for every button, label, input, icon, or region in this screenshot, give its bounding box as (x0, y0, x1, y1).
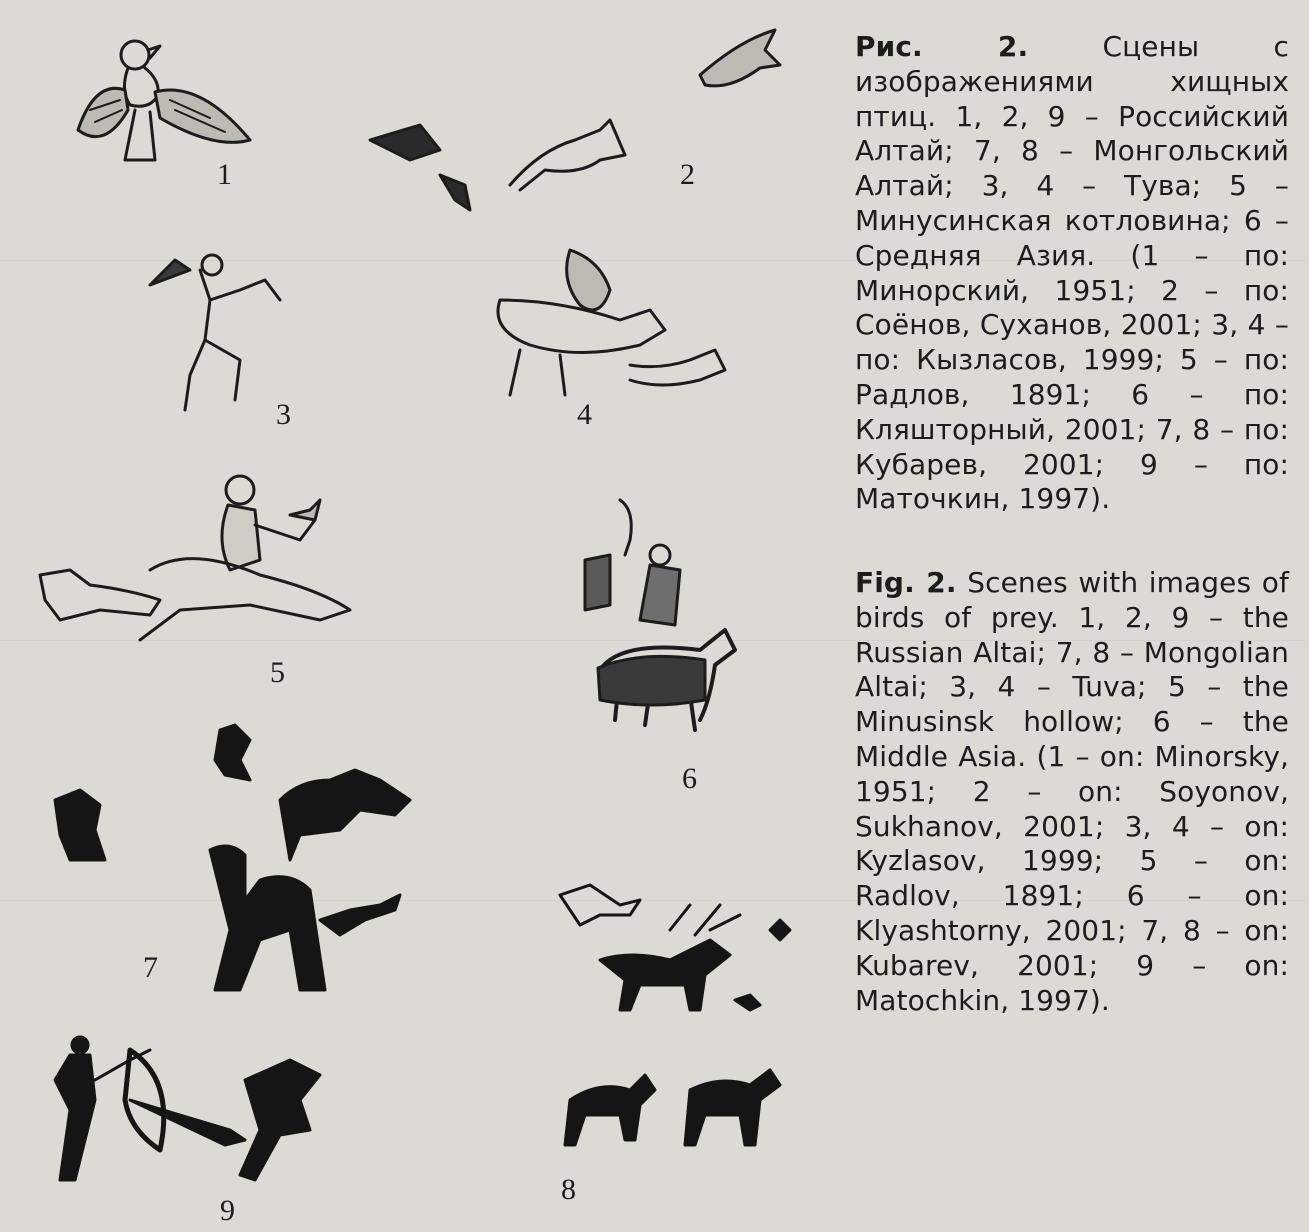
panel-number-5: 5 (270, 656, 285, 689)
panel-9-archer-drawing (55, 1037, 320, 1180)
caption-russian (855, 30, 1289, 517)
panel-3-human-drawing (150, 255, 280, 410)
panel-7-silhouettes-drawing (55, 725, 410, 990)
panel-5-rider-drawing (40, 476, 350, 640)
panel-number-2: 2 (680, 158, 695, 191)
caption-english (855, 566, 1289, 1018)
panel-4-bird-animal-drawing (498, 250, 725, 395)
panel-6-rider-drawing (585, 500, 735, 730)
caption-russian-text: Сцены с изображениями хищных птиц. 1, 2, 9 – Российский Алтай; 7, 8 – Монгольский Алтай; 3, 4 – Тува; 5 – Минусинская котловина; 6 – Средняя Азия. (1 – по: Минорский, 1951; 2 – по: Соёнов, Суханов, 2001; 3, 4 – по: Кызласов, 1999; 5 – по: Радлов, 1891; 6 – по: Кляшторный, 2001; 7, 8 – по: Кубарев, 2001; 9 – по: Маточкин, 1997). (855, 30, 1289, 516)
panel-number-8: 8 (561, 1173, 576, 1206)
caption-english-label: Fig. 2. (855, 566, 957, 599)
panel-1-bird-drawing (78, 41, 250, 160)
caption-russian-label: Рис. 2. (855, 30, 1029, 63)
panel-number-6: 6 (682, 762, 697, 795)
panel-number-4: 4 (577, 398, 592, 431)
panel-number-7: 7 (143, 951, 158, 984)
panel-number-9: 9 (220, 1194, 235, 1227)
caption-english-text: Scenes with images of birds of prey. 1, 2, 9 – the Russian Altai; 7, 8 – Mongolian Altai; 3, 4 – Tuva; 5 – the Minusinsk hollow; 6 – the Middle Asia. (1 – on: Minorsky, 1951; 2 – on: Soyonov, Sukhanov, 2001; 3, 4 – on: Kyzlasov, 1999; 5 – on: Radlov, 1891; 6 – on: Klyashtorny, 2001; 7, 8 – on: Kubarev, 2001; 9 – on: Matochkin, 1997). (855, 566, 1289, 1017)
panel-2-birds-drawing (370, 30, 780, 210)
panel-8-animals-drawing (560, 885, 790, 1145)
panel-number-3: 3 (276, 398, 291, 431)
panel-number-1: 1 (217, 158, 232, 191)
